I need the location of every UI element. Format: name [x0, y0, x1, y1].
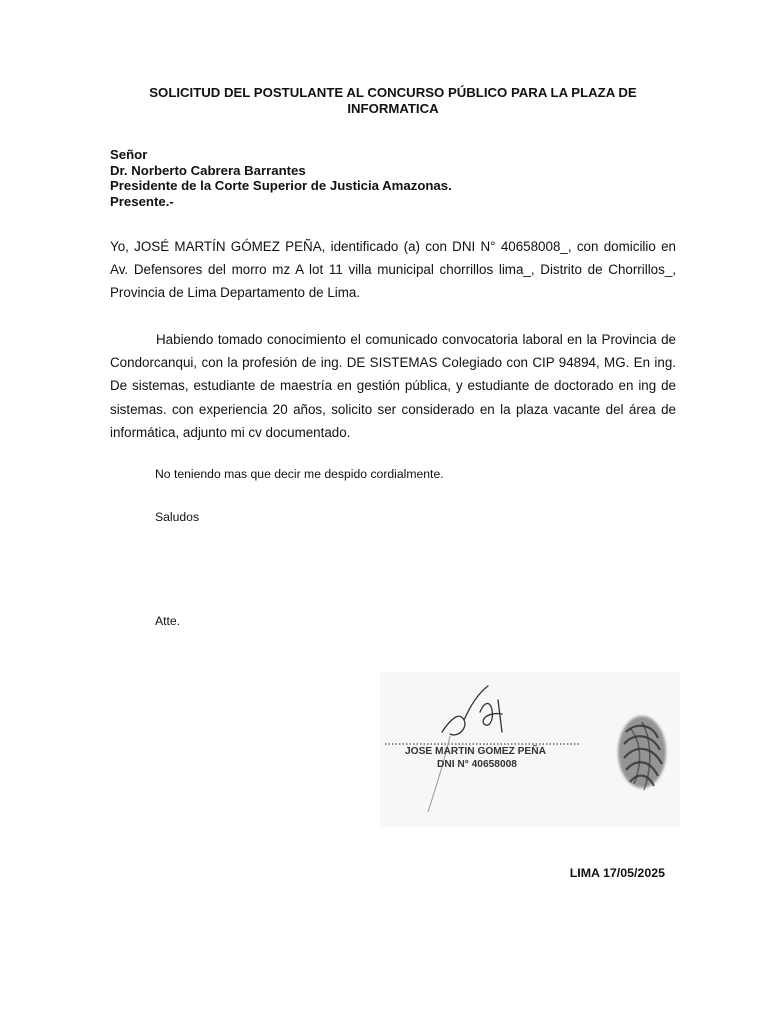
signature-name: JOSE MARTIN GOMEZ PEÑA [405, 746, 546, 757]
saludos-text: Saludos [155, 510, 200, 524]
document-date: LIMA 17/05/2025 [569, 866, 665, 880]
paragraph-identification: Yo, JOSÉ MARTÍN GÓMEZ PEÑA, identificado (a) con DNI N° 40658008_, con domicilio en Av. Defensores del morro mz A lot 11 villa municipal chorrillos lima_, Distrito de Chorrillos_, Provincia de Lima Departamento de Lima. [110, 239, 676, 301]
title-line-2: INFORMATICA [347, 101, 439, 116]
document-title [110, 85, 676, 117]
closing-line: No teniendo mas que decir me despido cordialmente. [155, 467, 444, 481]
title-line-1: SOLICITUD DEL POSTULANTE AL CONCURSO PÚBLICO PARA LA PLAZA DE [149, 85, 637, 100]
signature-area [380, 672, 680, 827]
addressee-block [110, 147, 670, 209]
addressee-salutation: Señor [110, 147, 148, 162]
signature-dni: DNI N° 40658008 [437, 759, 517, 770]
addressee-name: Dr. Norberto Cabrera Barrantes [110, 162, 306, 178]
addressee-position: Presidente de la Corte Superior de Justicia Amazonas. [110, 178, 452, 193]
paragraph-request: Habiendo tomado conocimiento el comunicado convocatoria laboral en la Provincia de Condorcanqui, con la profesión de ing. DE SISTEMAS Colegiado con CIP 94894, MG. En ing. De sistemas, estudiante de maestría en gestión pública, y estudiante de doctorado en ing de sistemas. con experiencia 20 años, solicito ser considerado en la plaza vacante del área de informática, adjunto mi cv documentado. [110, 332, 676, 440]
atte-text: Atte. [155, 614, 181, 628]
addressee-presente: Presente.- [110, 193, 174, 209]
